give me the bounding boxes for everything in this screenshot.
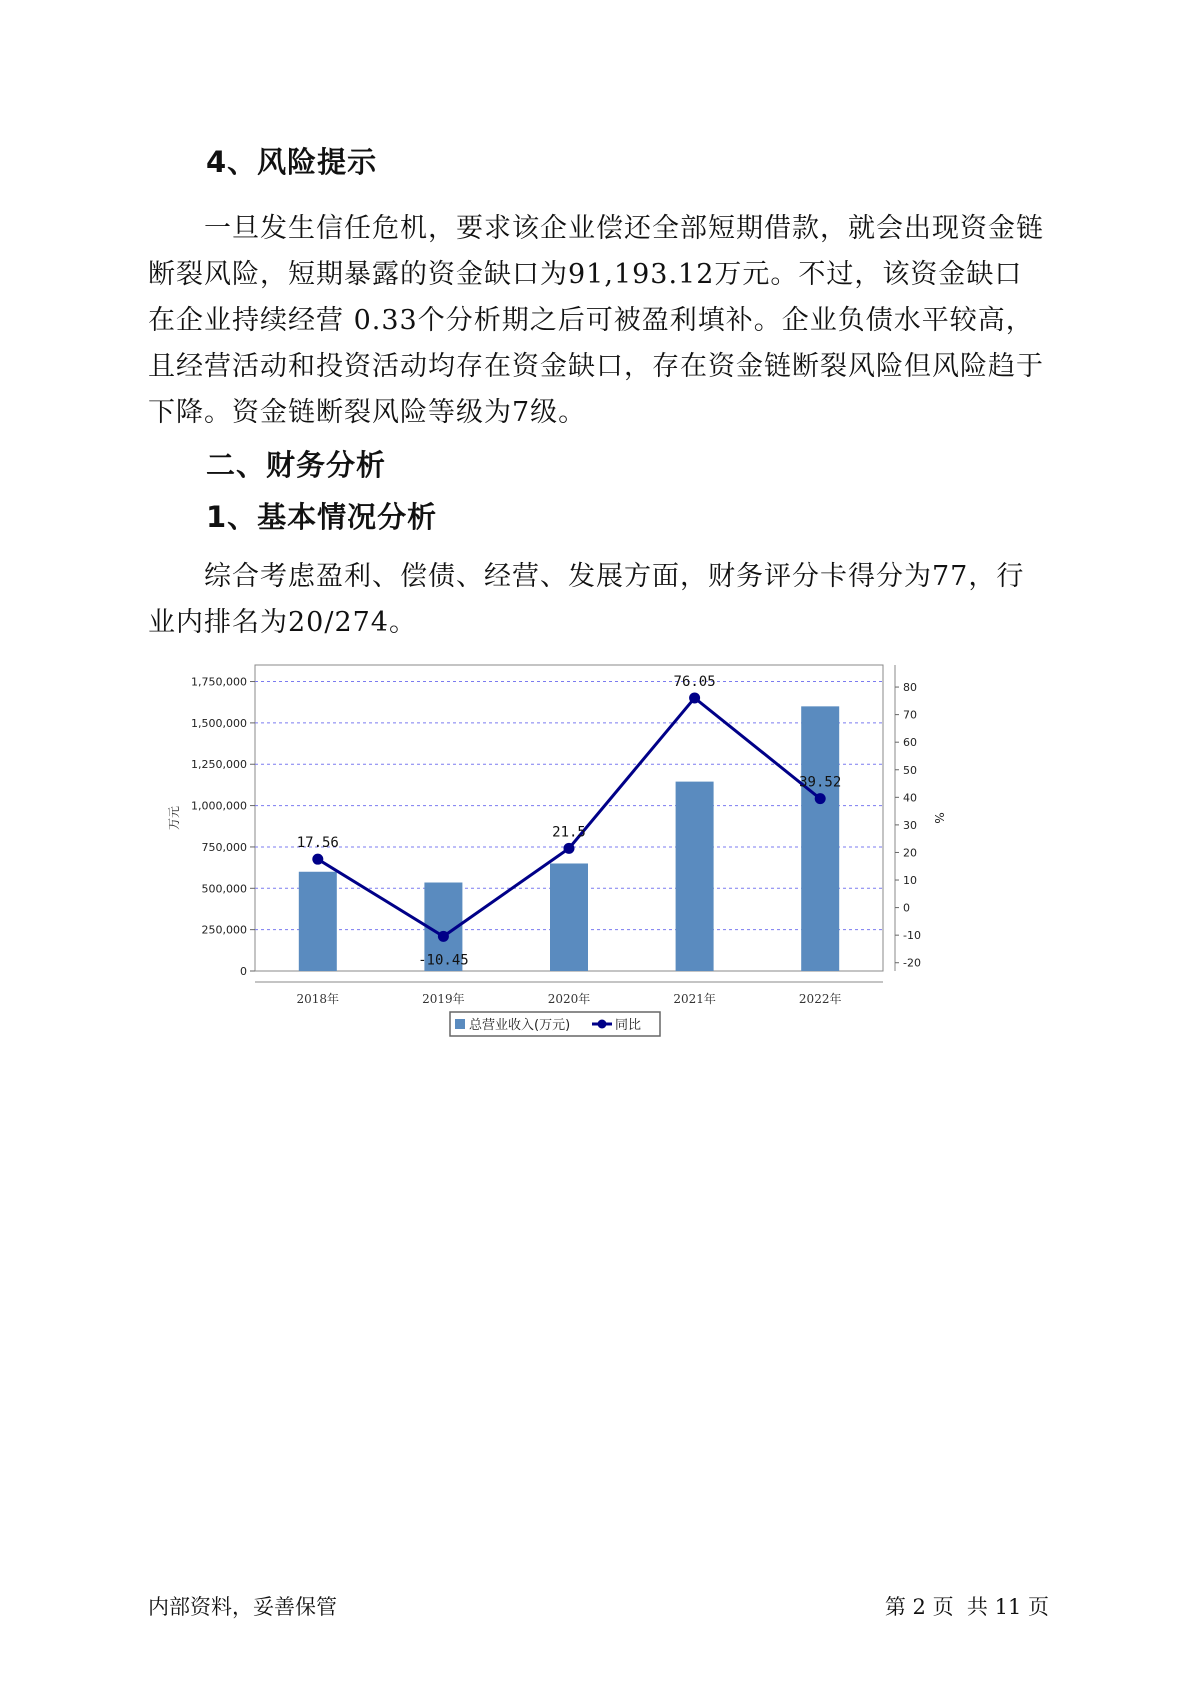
section-heading-risk: 4、风险提示: [206, 145, 378, 179]
bar: [676, 782, 714, 971]
y-tick-label: 500,000: [201, 882, 247, 896]
y2-tick-label: 70: [903, 708, 917, 722]
bar: [799, 706, 842, 971]
y2-tick-label: -20: [903, 956, 921, 970]
risk-paragraph: 一旦发生信任危机，要求该企业偿还全部短期借款，就会出现资金链断裂风险，短期暴露的资金缺口为91,193.12万元。不过，该资金缺口在企业持续经营 0.33个分析期之后可被盈利填补。企业负债水平较高，且经营活动和投资活动均存在资金缺口，存在资金链断裂风险但风险趋于下降。资金链断裂风险等级为7级。: [148, 213, 1044, 428]
line-point: [689, 692, 700, 703]
line-point: [312, 854, 323, 865]
x-tick-label: 2021年: [673, 992, 716, 1006]
legend-label-line: 同比: [615, 1018, 642, 1033]
y2-tick-label: 20: [903, 846, 917, 860]
x-tick-label: 2018年: [296, 992, 340, 1006]
part-heading-financial-analysis: 二、财务分析: [206, 448, 387, 482]
x-tick-label: 2019年: [422, 992, 465, 1006]
y-axis-label: 万元: [167, 805, 181, 831]
line-point: [438, 931, 449, 942]
footer-confidential-note: 内部资料，妥善保管: [148, 1595, 337, 1619]
line-point: [564, 843, 575, 854]
y-tick-label: 1,500,000: [191, 716, 247, 730]
bar: [550, 863, 588, 971]
y2-tick-label: 30: [903, 818, 917, 832]
legend-label-bar: 总营业收入(万元): [469, 1018, 571, 1033]
y2-tick-label: -10: [903, 929, 921, 943]
legend-swatch-bar: [455, 1019, 465, 1029]
y-tick-label: 1,000,000: [191, 799, 247, 813]
basic-analysis-paragraph: 综合考虑盈利、偿债、经营、发展方面，财务评分卡得分为77，行业内排名为20/274。: [148, 561, 1025, 638]
data-label: 17.56: [296, 835, 339, 852]
revenue-chart: [160, 660, 990, 1130]
y2-tick-label: 50: [903, 763, 917, 777]
line-point: [815, 793, 826, 804]
x-tick-label: 2022年: [798, 992, 842, 1006]
y2-tick-label: 10: [903, 874, 917, 888]
data-label: 21.5: [552, 824, 586, 841]
y-tick-label: 0: [240, 965, 247, 978]
x-tick-label: 2020年: [547, 992, 591, 1006]
y2-axis-label: %: [932, 812, 946, 824]
y-tick-label: 750,000: [201, 840, 247, 854]
y2-tick-label: 60: [903, 736, 917, 750]
legend-swatch-marker: [598, 1020, 607, 1029]
data-label: 39.52: [799, 774, 842, 791]
y-tick-label: 1,250,000: [191, 758, 247, 772]
y2-tick-label: 40: [903, 791, 917, 805]
data-label: -10.45: [418, 952, 469, 969]
section-heading-basic-analysis: 1、基本情况分析: [206, 500, 438, 534]
y-tick-label: 250,000: [201, 923, 247, 937]
data-label: 76.05: [673, 673, 716, 690]
bar: [299, 872, 337, 971]
y2-tick-label: 80: [903, 681, 917, 695]
footer-page-number: 第 2 页 共 11 页: [884, 1595, 1049, 1619]
y-tick-label: 1,750,000: [191, 675, 247, 689]
y2-tick-label: 0: [903, 901, 910, 915]
